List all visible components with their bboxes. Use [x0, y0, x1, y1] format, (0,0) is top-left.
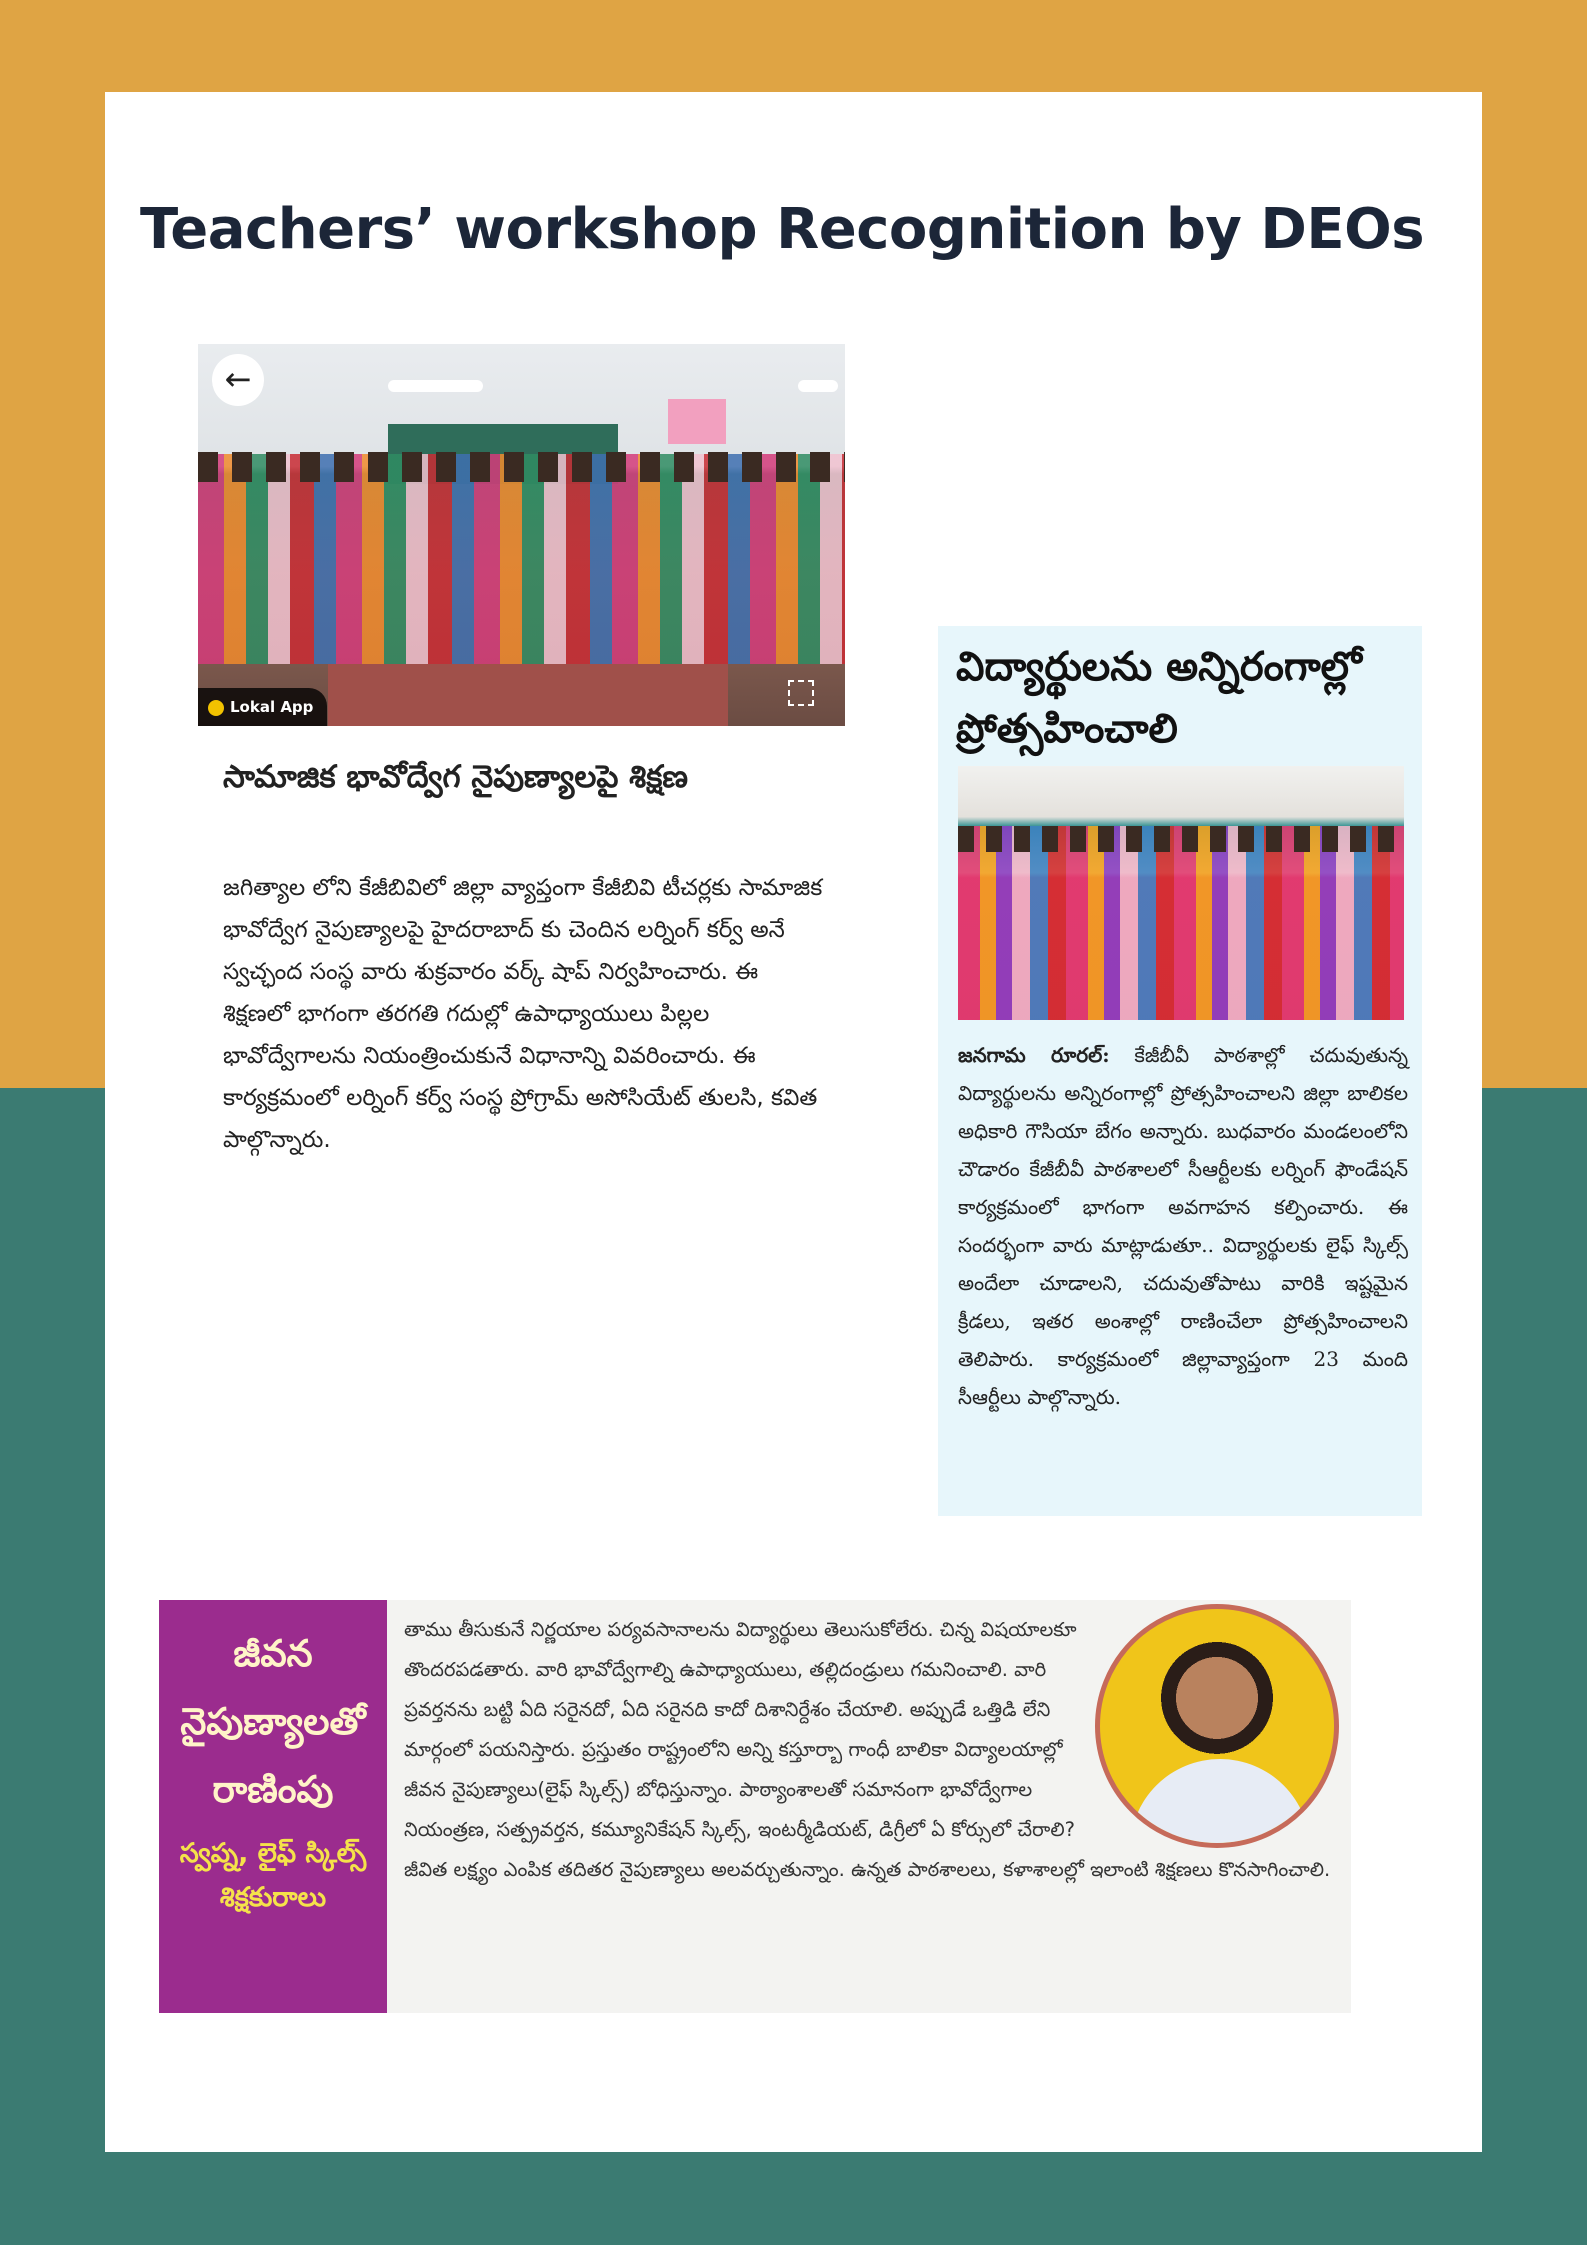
- lokal-logo-icon: [208, 700, 224, 716]
- newspaper-clipping-right: [938, 626, 1422, 1516]
- quote-text: తాము తీసుకునే నిర్ణయాల పర్యవసానాలను విద్యార్థులు తెలుసుకోలేరు. చిన్న విషయాలకూ తొందరపడతారు. వారి భావోద్వేగాల్ని ఉపాధ్యాయులు, తల్లిదండ్రులు గమనించాలి. వారి ప్రవర్తనను బట్టి ఏది సరైనదో, ఏది సరైనది కాదో దిశానిర్దేశం చేయాలి. అప్పుడే ఒత్తిడి లేని మార్గంలో పయనిస్తారు. ప్రస్తుతం రాష్ట్రంలోని అన్ని కస్తూర్బా గాంధీ బాలికా విద్యాలయాల్లో జీవన నైపుణ్యాలు(లైఫ్ స్కిల్స్) బోధిస్తున్నాం. పాఠ్యాంశాలతో సమానంగా భావోద్వేగాల నియంత్రణ, సత్ప్రవర్తన, కమ్యూనికేషన్ స్కిల్స్, ఇంటర్మీడియట్, డిగ్రీలో ఏ కోర్సులో చేరాలి? జీవిత లక్ష్యం ఎంపిక తదితర నైపుణ్యాలు అలవర్చుతున్నాం. ఉన్నత పాఠశాలలు, కళాశాలల్లో ఇలాంటి శిక్షణలు కొనసాగించాలి.: [404, 1618, 1331, 1881]
- clipping-sidebar: [159, 1600, 387, 2013]
- ceiling-light: [388, 380, 483, 392]
- group-heads: [198, 452, 845, 482]
- portrait-figure: [1130, 1759, 1310, 1848]
- page-title: Teachers’ workshop Recognition by DEOs: [140, 197, 1425, 262]
- clipping-headline: విద్యార్థులను అన్నిరంగాల్లో ప్రోత్సహించాలి: [956, 644, 1362, 752]
- clipping-body: [958, 1036, 1408, 1416]
- article-body: జగిత్యాల లోని కేజీబివిలో జిల్లా వ్యాప్తంగా కేజీబివి టీచర్లకు సామాజిక భావోద్వేగ నైపుణ్యాలపై హైదరాబాద్ కు చెందిన లర్నింగ్ కర్వ్ అనే స్వచ్ఛంద సంస్థ వారు శుక్రవారం వర్క్ షాప్ నిర్వహించారు. ఈ శిక్షణలో భాగంగా తరగతి గదుల్లో ఉపాధ్యాయులు పిల్లల భావోద్వేగాలను నియంత్రించుకునే విధానాన్ని వివరించారు. ఈ కార్యక్రమంలో లర్నింగ్ కర్వ్ సంస్థ ప్రోగ్రామ్ అసోసియేట్ తులసి, కవిత పాల్గొన్నారు.: [223, 875, 823, 1153]
- article-heading: సామాజిక భావోద్వేగ నైపుణ్యాలపై శిక్షణ: [223, 759, 689, 795]
- sidebar-author: స్వప్న, లైఫ్ స్కిల్స్ శిక్షకురాలు: [179, 1838, 367, 1913]
- expand-icon[interactable]: [788, 680, 814, 706]
- newspaper-clipping-bottom: [159, 1600, 1351, 2013]
- clipping-dateline: జనగామ రూరల్:: [958, 1043, 1110, 1067]
- wall-poster: [668, 399, 726, 444]
- clipping-text: కేజీబీవీ పాఠశాల్లో చదువుతున్న విద్యార్థులను అన్నిరంగాల్లో ప్రోత్సహించాలని జిల్లా బాలికల అధికారి గౌసియా బేగం అన్నారు. బుధవారం మండలంలోని చౌడారం కేజీబీవీ పాఠశాలలో సీఆర్టీలకు లర్నింగ్ ఫౌండేషన్ కార్యక్రమంలో భాగంగా అవగాహన కల్పించారు. ఈ సందర్భంగా వారు మాట్లాడుతూ.. విద్యార్థులకు లైఫ్ స్కిల్స్ అందేలా చూడాలని, చదువుతోపాటు వారికి ఇష్టమైన క్రీడలు, ఇతర అంశాల్లో రాణించేలా ప్రోత్సహించాలని తెలిపారు. కార్యక్రమంలో జిల్లావ్యాప్తంగా 23 మంది సీఆర్టీలు పాల్గొన్నారు.: [958, 1043, 1408, 1409]
- author-portrait: [1095, 1604, 1339, 1848]
- workshop-photo: [198, 344, 845, 726]
- clipping-quote-body: [404, 1610, 1339, 2010]
- clipping-photo: [958, 766, 1404, 1020]
- group-heads: [958, 826, 1404, 852]
- arrow-left-icon[interactable]: ←: [212, 354, 264, 406]
- lokal-app-badge: [198, 688, 327, 726]
- group-of-teachers: [198, 454, 845, 664]
- sidebar-title: జీవన నైపుణ్యాలతో రాణింపు: [180, 1632, 366, 1811]
- lokal-app-label: Lokal App: [230, 698, 314, 716]
- floor-carpet: [328, 664, 728, 726]
- document-page: [105, 92, 1482, 2152]
- group-of-students: [958, 826, 1404, 1020]
- ceiling-light: [798, 380, 838, 392]
